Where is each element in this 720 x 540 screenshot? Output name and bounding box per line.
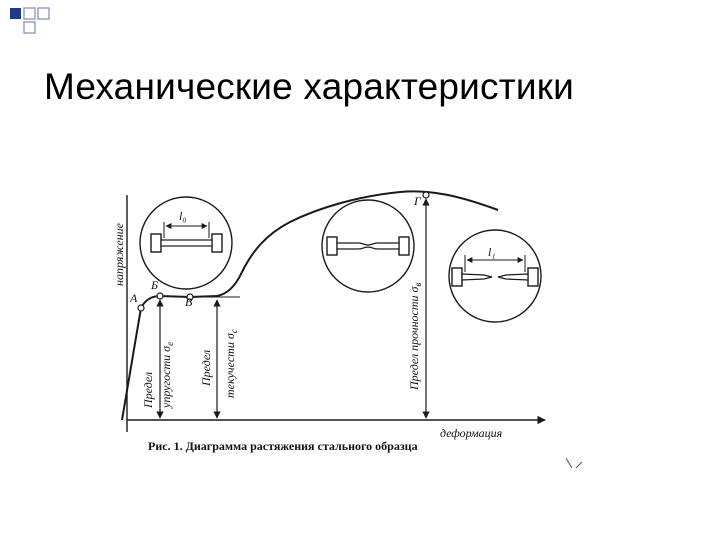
point-a <box>138 305 144 311</box>
inset-necking-specimen <box>322 200 414 292</box>
point-a-label: А <box>130 291 138 305</box>
point-b <box>157 293 163 299</box>
point-g-label: Г <box>414 194 421 208</box>
slide-title: Механические характеристики <box>44 66 574 107</box>
inset-l0-label: l₀ <box>179 209 187 223</box>
y-axis-label: напряжение <box>112 223 126 286</box>
elasticity-limit-label-1: Предел <box>141 371 155 408</box>
yield-limit-label-1: Предел <box>199 349 213 386</box>
yield-limit-label-2: текучести $\sigma_с$ <box>223 329 239 398</box>
point-v-label: В <box>185 295 193 309</box>
strength-limit-label: Предел прочности $\sigma_в$ <box>407 282 423 390</box>
point-g <box>423 192 429 198</box>
stray-mark <box>566 458 582 468</box>
x-axis-label: деформация <box>440 426 503 440</box>
inset-ruptured-specimen <box>449 230 541 322</box>
figure-caption: Рис. 1. Диаграмма растяжения стального образца <box>148 439 418 453</box>
inset-l1-label: l₁ <box>488 245 496 259</box>
point-b-label: Б <box>151 278 159 292</box>
elasticity-limit-label-2: упругости $\sigma_е$ <box>159 341 175 408</box>
